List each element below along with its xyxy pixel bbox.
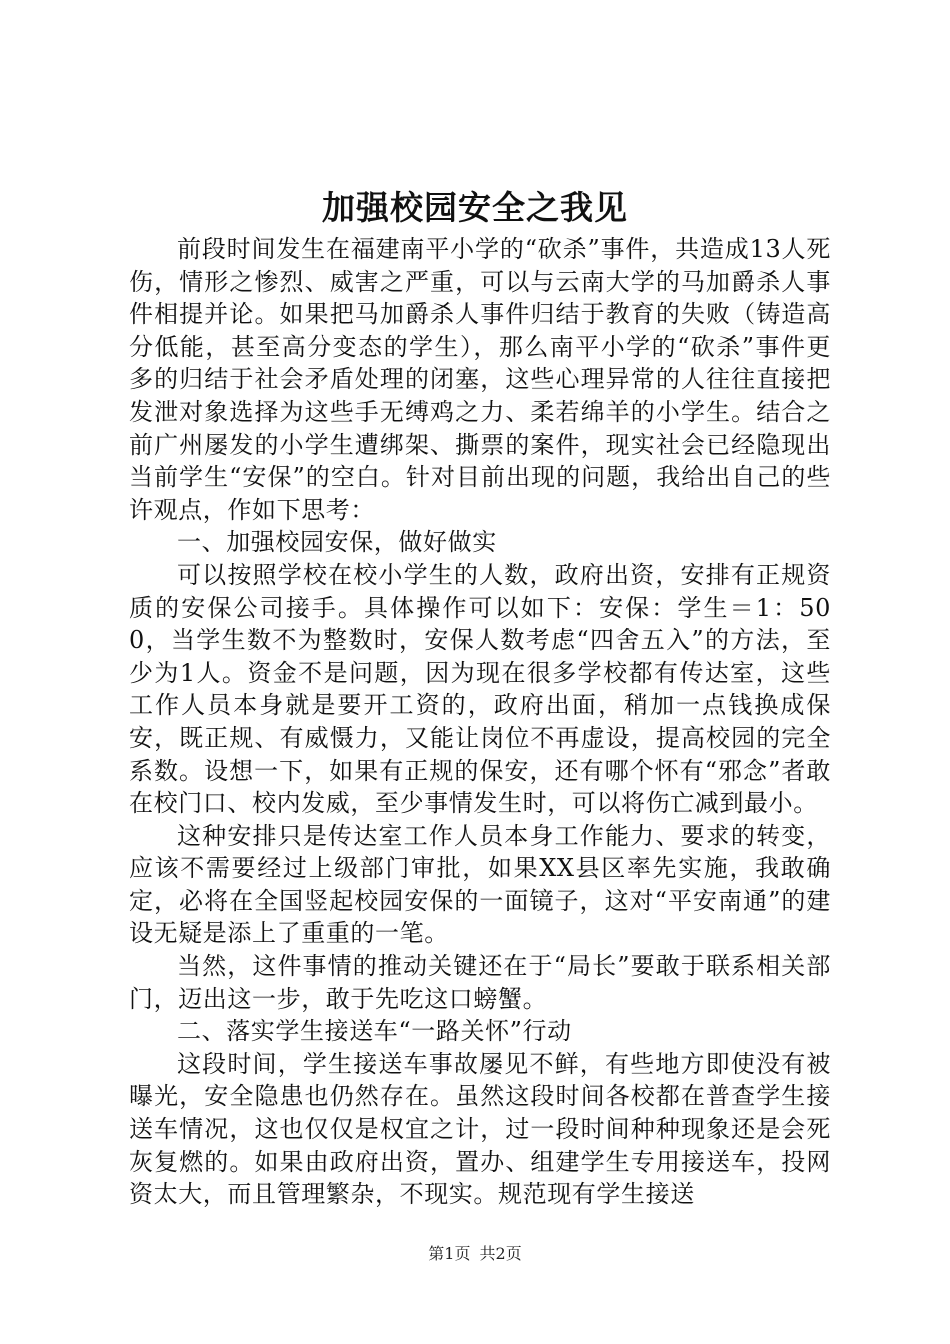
page-number: 第1页: [428, 1244, 471, 1263]
paragraph-arrangement: 这种安排只是传达室工作人员本身工作能力、要求的转变，应该不需要经过上级部门审批，如果XX县区率先实施，我敢确定，必将在全国竖起校园安保的一面镜子，这对“平安南通”的建设无疑是添上了重重的一笔。: [129, 821, 831, 948]
paragraph-school-bus: 这段时间，学生接送车事故屡见不鲜，有些地方即使没有被曝光，安全隐患也仍然存在。虽然这段时间各校都在普查学生接送车情况，这也仅仅是权宜之计，过一段时间种种现象还是会死灰复燃的。如果由政府出资，置办、组建学生专用接送车，投网资太大，而且管理繁杂，不现实。规范现有学生接送: [129, 1049, 831, 1209]
paragraph-key-push: 当然，这件事情的推动关键还在于“局长”要敢于联系相关部门，迈出这一步，敢于先吃这口螃蟹。: [129, 952, 831, 1013]
paragraph-security-plan: 可以按照学校在校小学生的人数，政府出资，安排有正规资质的安保公司接手。具体操作可以如下：安保：学生＝1：500，当学生数不为整数时，安保人数考虑“四舍五入”的方法，至少为1人。资金不是问题，因为现在很多学校都有传达室，这些工作人员本身就是要开工资的，政府出面，稍加一点钱换成保安，既正规、有威慑力，又能让岗位不再虚设，提高校园的完全系数。设想一下，如果有正规的保安，还有哪个怀有“邪念”者敢在校门口、校内发威，至少事情发生时，可以将伤亡减到最小。: [129, 560, 831, 818]
document-body: [129, 233, 831, 1211]
section-heading-1: 一、加强校园安保，做好做实: [177, 528, 497, 557]
document-title: 加强校园安全之我见: [322, 188, 628, 227]
page-footer: [0, 1243, 950, 1265]
paragraph-intro: 前段时间发生在福建南平小学的“砍杀”事件，共造成13人死伤，情形之惨烈、威害之严重，可以与云南大学的马加爵杀人事件相提并论。如果把马加爵杀人事件归结于教育的失败（铸造高分低能，甚至高分变态的学生），那么南平小学的“砍杀”事件更多的归结于社会矛盾处理的闭塞，这些心理异常的人往往直接把发泄对象选择为这些手无缚鸡之力、柔若绵羊的小学生。结合之前广州屡发的小学生遭绑架、撕票的案件，现实社会已经隐现出当前学生“安保”的空白。针对目前出现的问题，我给出自己的些许观点，作如下思考：: [129, 235, 831, 524]
section-heading-2: 二、落实学生接送车“一路关怀”行动: [177, 1017, 572, 1046]
page-total: 共2页: [479, 1244, 522, 1263]
